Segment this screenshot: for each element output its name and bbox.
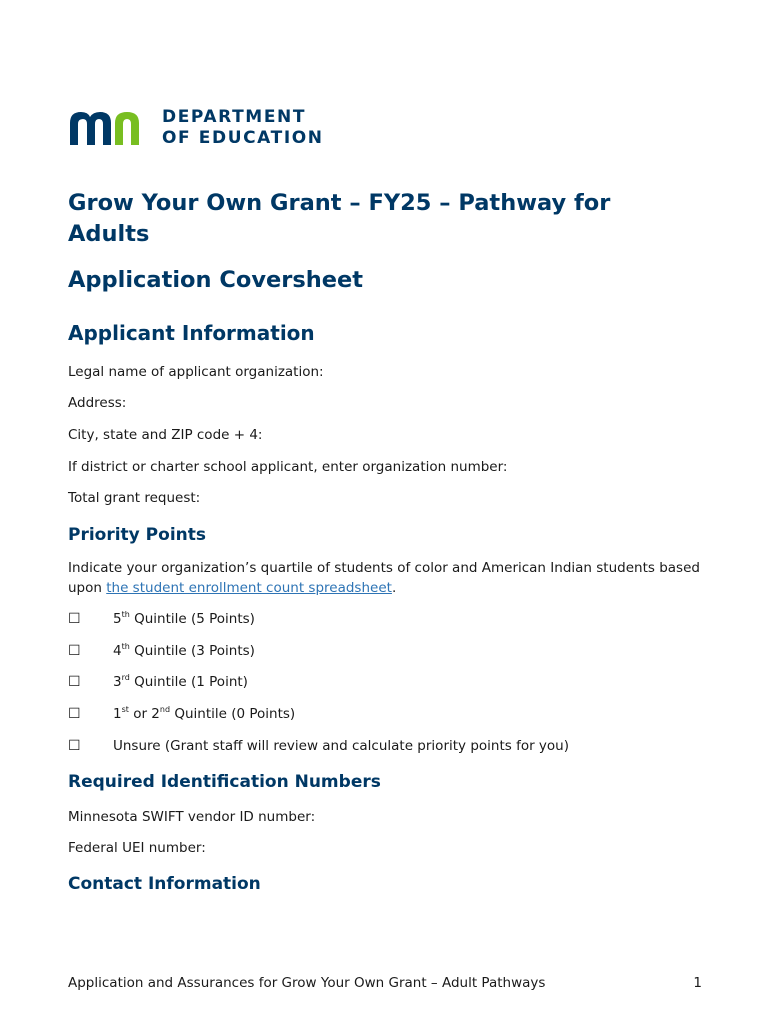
- checkbox-unsure[interactable]: ☐: [68, 738, 81, 754]
- contact-info-heading: Contact Information: [68, 874, 261, 894]
- priority-points-heading: Priority Points: [68, 525, 207, 545]
- page-footer: [68, 974, 702, 993]
- field-address: Address:: [68, 395, 127, 411]
- identification-heading: Required Identification Numbers: [68, 772, 381, 792]
- enrollment-spreadsheet-link[interactable]: the student enrollment count spreadsheet: [106, 579, 392, 596]
- priority-intro-text: Indicate your organization’s quartile of students of color and American Indian students based upon: [68, 560, 700, 596]
- logo-wordmark: [162, 107, 324, 149]
- field-federal-uei: Federal UEI number:: [68, 840, 206, 856]
- page-number: 1: [693, 975, 702, 991]
- field-city-state-zip: City, state and ZIP code + 4:: [68, 427, 263, 443]
- checkbox-4th-quintile[interactable]: ☐: [68, 643, 81, 659]
- footer-text: Application and Assurances for Grow Your Own Grant – Adult Pathways: [68, 975, 546, 991]
- option-label: 5th Quintile (5 Points): [113, 610, 255, 627]
- option-label: Unsure (Grant staff will review and calculate priority points for you): [113, 738, 569, 754]
- field-organization-number: If district or charter school applicant, enter organization number:: [68, 459, 508, 475]
- option-label: 3rd Quintile (1 Point): [113, 673, 248, 690]
- checkbox-1st-2nd-quintile[interactable]: ☐: [68, 706, 81, 722]
- logo-line-department: DEPARTMENT: [162, 107, 307, 127]
- checkbox-3rd-quintile[interactable]: ☐: [68, 674, 81, 690]
- document-title: Grow Your Own Grant – FY25 – Pathway for Adults: [68, 190, 611, 247]
- option-label: 1st or 2nd Quintile (0 Points): [113, 705, 296, 722]
- mde-logo: [70, 107, 332, 149]
- logo-line-education: OF EDUCATION: [162, 128, 324, 148]
- option-label: 4th Quintile (3 Points): [113, 642, 255, 659]
- field-total-grant-request: Total grant request:: [68, 490, 201, 506]
- field-legal-name: Legal name of applicant organization:: [68, 364, 324, 380]
- checkbox-5th-quintile[interactable]: ☐: [68, 611, 81, 627]
- priority-intro-end: .: [391, 579, 397, 596]
- field-swift-vendor-id: Minnesota SWIFT vendor ID number:: [68, 809, 316, 825]
- priority-intro: [68, 559, 708, 598]
- document-subtitle: Application Coversheet: [68, 267, 364, 293]
- mn-logo-icon: [70, 109, 154, 147]
- applicant-info-heading: Applicant Information: [68, 321, 315, 345]
